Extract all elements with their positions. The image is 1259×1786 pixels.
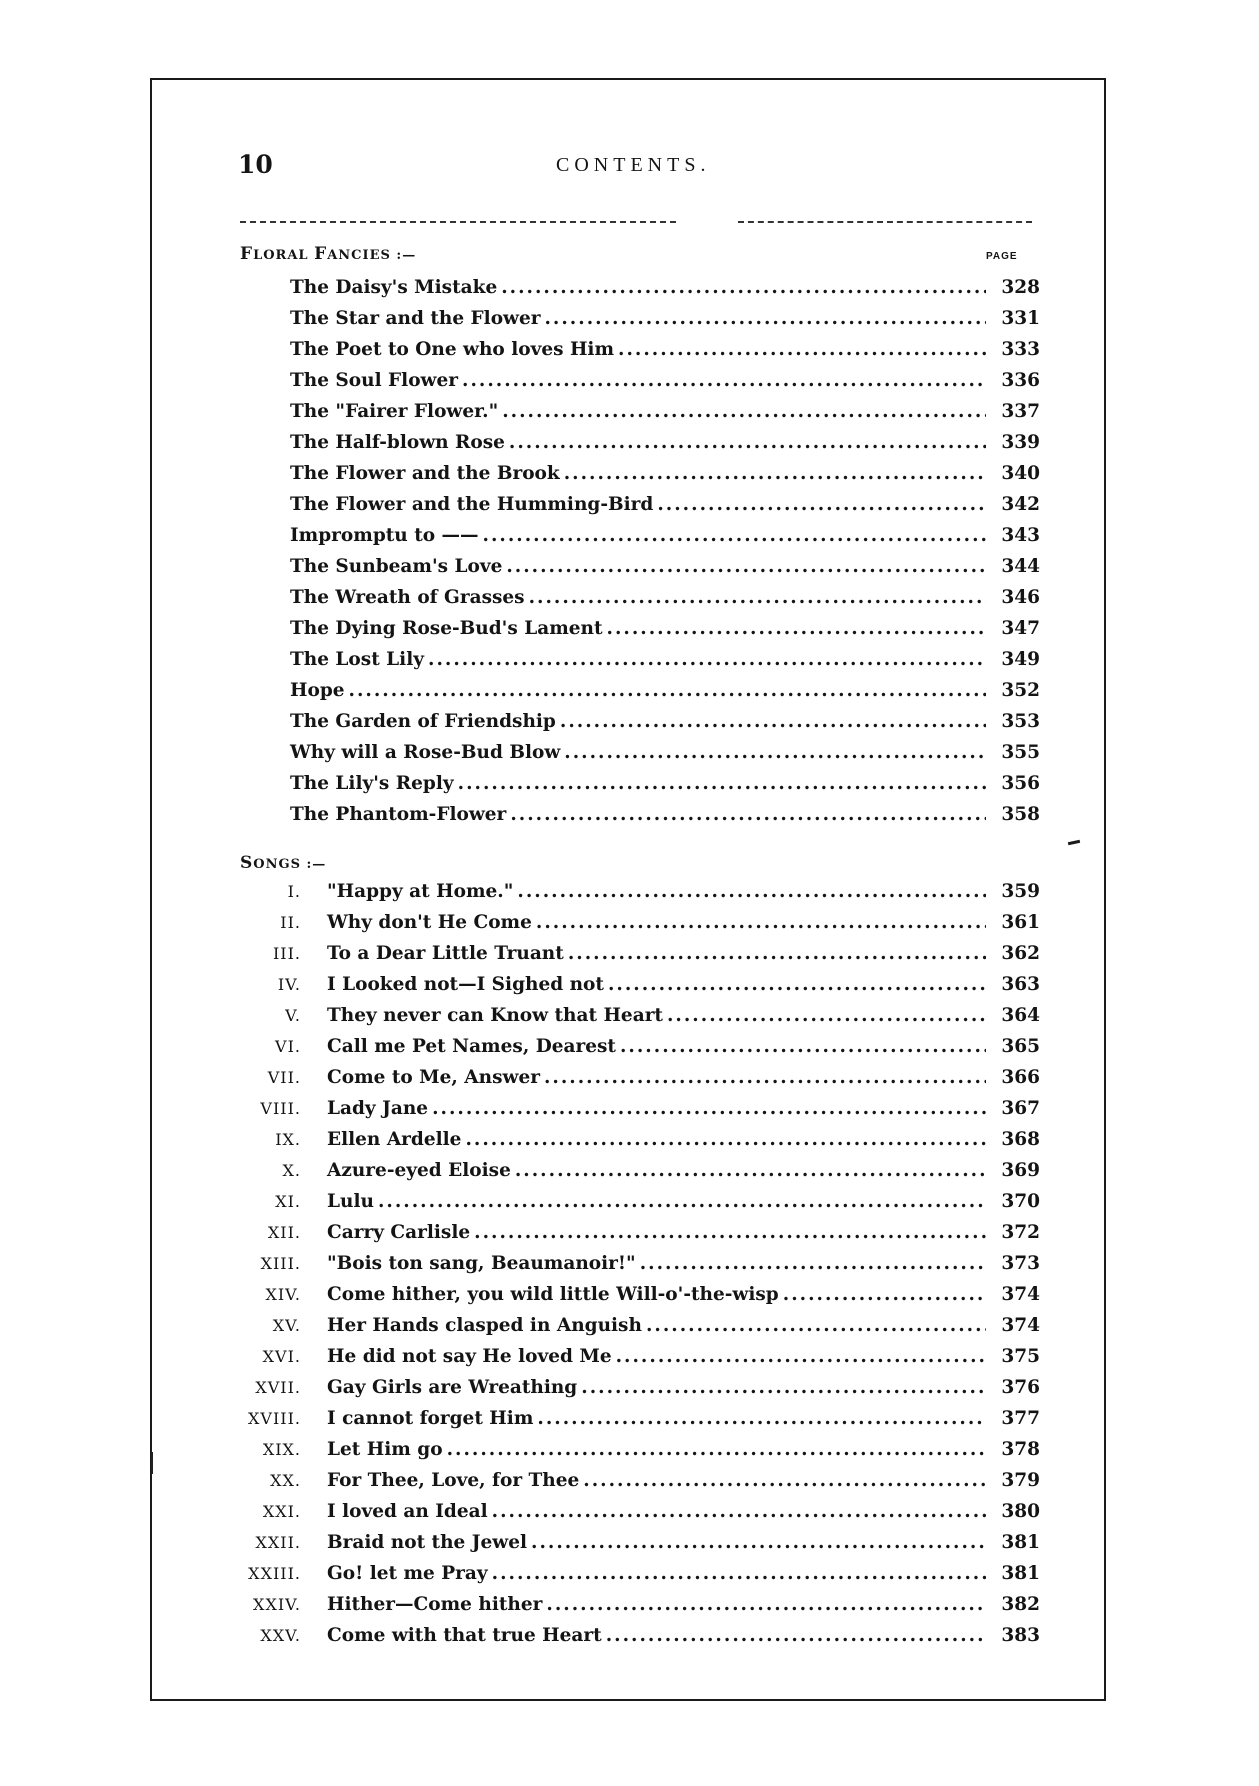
entry-title-line	[327, 1155, 990, 1186]
dot-leader	[544, 303, 986, 334]
entry-title: The Sunbeam's Love	[290, 556, 503, 577]
entry-title: For Thee, Love, for Thee	[327, 1470, 580, 1491]
toc-entry	[0, 489, 1259, 520]
toc-entry	[0, 1620, 1259, 1651]
entry-title-line	[290, 458, 990, 489]
entry-page-number: 353	[1001, 711, 1040, 732]
dot-leader	[509, 427, 986, 458]
song-numeral: XX.	[270, 1471, 301, 1490]
dot-leader	[564, 458, 986, 489]
entry-title-line	[327, 1031, 990, 1062]
entry-title-line	[290, 706, 990, 737]
toc-entry	[0, 1341, 1259, 1372]
toc-entry	[0, 737, 1259, 768]
entry-page-number: 328	[1001, 277, 1040, 298]
entry-page-number: 375	[1001, 1346, 1040, 1367]
entry-title-line	[327, 1527, 990, 1558]
toc-entry	[0, 1372, 1259, 1403]
entry-page-number: 358	[1001, 804, 1040, 825]
entry-page-number: 378	[1001, 1439, 1040, 1460]
entry-page-number: 374	[1001, 1315, 1040, 1336]
entry-title-line	[327, 1372, 990, 1403]
dot-leader	[640, 1248, 986, 1279]
entry-page-number: 367	[1001, 1098, 1040, 1119]
entry-title: To a Dear Little Truant	[327, 943, 564, 964]
entry-title: The Flower and the Humming-Bird	[290, 494, 654, 515]
song-numeral: XXI.	[262, 1502, 301, 1521]
dot-leader	[568, 938, 986, 969]
heading-initial: S	[240, 853, 254, 873]
entry-title: Let Him go	[327, 1439, 443, 1460]
entry-page-number: 361	[1001, 912, 1040, 933]
dot-leader	[616, 1341, 986, 1372]
entry-title-line	[290, 675, 990, 706]
entry-title: I cannot forget Him	[327, 1408, 534, 1429]
toc-entry	[0, 365, 1259, 396]
entry-page-number: 366	[1001, 1067, 1040, 1088]
entry-title: The Half-blown Rose	[290, 432, 505, 453]
heading-smallcaps: LORAL	[253, 248, 315, 263]
header-rule-left	[240, 221, 676, 223]
entry-title: The Lost Lily	[290, 649, 424, 670]
dot-leader	[506, 551, 986, 582]
dot-leader	[546, 1589, 986, 1620]
song-numeral: VI.	[275, 1037, 301, 1056]
toc-entry	[0, 303, 1259, 334]
toc-entry	[0, 1527, 1259, 1558]
entry-page-number: 380	[1001, 1501, 1040, 1522]
entry-title-line	[327, 1620, 990, 1651]
entry-page-number: 377	[1001, 1408, 1040, 1429]
dot-leader	[657, 489, 986, 520]
entry-page-number: 346	[1001, 587, 1040, 608]
dot-leader	[783, 1279, 986, 1310]
entry-title-line	[327, 1558, 990, 1589]
entry-title-line	[327, 1124, 990, 1155]
entry-page-number: 365	[1001, 1036, 1040, 1057]
entry-title-line	[290, 272, 990, 303]
page-title: CONTENTS.	[556, 154, 711, 176]
toc-entry	[0, 876, 1259, 907]
entry-title-line	[290, 799, 990, 830]
toc-entry	[0, 1062, 1259, 1093]
entry-title: The Poet to One who loves Him	[290, 339, 615, 360]
toc-entry	[0, 938, 1259, 969]
entry-title: Call me Pet Names, Dearest	[327, 1036, 616, 1057]
dot-leader	[492, 1496, 986, 1527]
dot-leader	[536, 907, 986, 938]
dot-leader	[517, 876, 986, 907]
dot-leader	[529, 582, 986, 613]
entry-title: Lady Jane	[327, 1098, 429, 1119]
entry-title: The Dying Rose-Bud's Lament	[290, 618, 603, 639]
section-heading-floral-fancies	[240, 244, 416, 264]
entry-title: Carry Carlisle	[327, 1222, 471, 1243]
entry-title-line	[327, 1589, 990, 1620]
dot-leader	[465, 1124, 986, 1155]
section-heading-songs	[240, 853, 326, 873]
dot-leader	[458, 768, 986, 799]
entry-title-line	[290, 737, 990, 768]
entry-page-number: 347	[1001, 618, 1040, 639]
entry-title: Azure-eyed Eloise	[327, 1160, 511, 1181]
toc-entry	[0, 1558, 1259, 1589]
song-numeral: XII.	[267, 1223, 301, 1242]
entry-title-line	[290, 303, 990, 334]
heading-smallcaps: ONGS :—	[253, 857, 327, 872]
toc-entry	[0, 1465, 1259, 1496]
entry-title: I Looked not—I Sighed not	[327, 974, 604, 995]
dot-leader	[502, 396, 986, 427]
entry-title: "Bois ton sang, Beaumanoir!"	[327, 1253, 636, 1274]
dot-leader	[608, 969, 986, 1000]
dot-leader	[564, 737, 986, 768]
entry-title-line	[327, 1093, 990, 1124]
entry-title: The Flower and the Brook	[290, 463, 560, 484]
entry-page-number: 344	[1001, 556, 1040, 577]
entry-title-line	[327, 1403, 990, 1434]
entry-title: Ellen Ardelle	[327, 1129, 462, 1150]
dot-leader	[501, 272, 986, 303]
page-number: 10	[238, 150, 273, 179]
song-numeral: XVI.	[262, 1347, 301, 1366]
toc-entry	[0, 1248, 1259, 1279]
toc-entry	[0, 396, 1259, 427]
entry-page-number: 382	[1001, 1594, 1040, 1615]
song-numeral: XXV.	[260, 1626, 301, 1645]
entry-title-line	[327, 1217, 990, 1248]
entry-title: The Lily's Reply	[290, 773, 454, 794]
entry-title: Go! let me Pray	[327, 1563, 488, 1584]
dot-leader	[483, 520, 986, 551]
toc-entry	[0, 582, 1259, 613]
dot-leader	[515, 1155, 986, 1186]
entry-title-line	[290, 551, 990, 582]
entry-title-line	[290, 396, 990, 427]
entry-title-line	[290, 489, 990, 520]
entry-title: Why don't He Come	[327, 912, 532, 933]
entry-page-number: 364	[1001, 1005, 1040, 1026]
toc-entry	[0, 907, 1259, 938]
dot-leader	[583, 1465, 986, 1496]
dot-leader	[492, 1558, 986, 1589]
dot-leader	[618, 334, 986, 365]
toc-entry	[0, 1434, 1259, 1465]
entry-title-line	[290, 582, 990, 613]
stray-edge-mark	[151, 1452, 153, 1474]
song-numeral: IX.	[275, 1130, 301, 1149]
toc-entry	[0, 1279, 1259, 1310]
entry-title: The "Fairer Flower."	[290, 401, 499, 422]
entry-title-line	[290, 365, 990, 396]
toc-entry	[0, 969, 1259, 1000]
song-numeral: III.	[272, 944, 301, 963]
entry-title-line	[327, 1248, 990, 1279]
toc-entry	[0, 1217, 1259, 1248]
entry-page-number: 372	[1001, 1222, 1040, 1243]
song-numeral: XXIII.	[248, 1564, 301, 1583]
entry-title-line	[327, 1465, 990, 1496]
entry-page-number: 383	[1001, 1625, 1040, 1646]
entry-title-line	[327, 1341, 990, 1372]
entry-title: Her Hands clasped in Anguish	[327, 1315, 642, 1336]
toc-entry	[0, 458, 1259, 489]
entry-page-number: 381	[1001, 1563, 1040, 1584]
entry-title: The Garden of Friendship	[290, 711, 556, 732]
toc-entry	[0, 1589, 1259, 1620]
song-numeral: II.	[280, 913, 301, 932]
entry-page-number: 370	[1001, 1191, 1040, 1212]
toc-entry	[0, 706, 1259, 737]
entry-page-number: 374	[1001, 1284, 1040, 1305]
dot-leader	[531, 1527, 986, 1558]
entry-title: Impromptu to ——	[290, 525, 479, 546]
toc-entry	[0, 1186, 1259, 1217]
entry-page-number: 368	[1001, 1129, 1040, 1150]
toc-entry	[0, 551, 1259, 582]
song-numeral: XVIII.	[248, 1409, 301, 1428]
toc-entry	[0, 1155, 1259, 1186]
heading-initial: F	[314, 244, 328, 264]
entry-title-line	[327, 1000, 990, 1031]
entry-page-number: 352	[1001, 680, 1040, 701]
entry-page-number: 363	[1001, 974, 1040, 995]
entry-page-number: 337	[1001, 401, 1040, 422]
entry-page-number: 333	[1001, 339, 1040, 360]
entry-title-line	[327, 1496, 990, 1527]
song-numeral: I.	[287, 882, 301, 901]
entry-page-number: 373	[1001, 1253, 1040, 1274]
toc-entry	[0, 427, 1259, 458]
song-numeral: XXIV.	[253, 1595, 301, 1614]
entry-page-number: 381	[1001, 1532, 1040, 1553]
dot-leader	[378, 1186, 986, 1217]
entry-title-line	[327, 907, 990, 938]
entry-page-number: 331	[1001, 308, 1040, 329]
dot-leader	[544, 1062, 986, 1093]
entry-title: The Star and the Flower	[290, 308, 541, 329]
toc-entry	[0, 520, 1259, 551]
entry-title: He did not say He loved Me	[327, 1346, 612, 1367]
entry-title: The Wreath of Grasses	[290, 587, 525, 608]
toc-entry	[0, 768, 1259, 799]
entry-page-number: 355	[1001, 742, 1040, 763]
toc-entry	[0, 1403, 1259, 1434]
dot-leader	[510, 799, 986, 830]
toc-entry	[0, 644, 1259, 675]
dot-leader	[447, 1434, 986, 1465]
dot-leader	[581, 1372, 986, 1403]
entry-title: Hither—Come hither	[327, 1594, 543, 1615]
entry-title-line	[327, 876, 990, 907]
toc-entry	[0, 1031, 1259, 1062]
dot-leader	[474, 1217, 986, 1248]
entry-title: Come hither, you wild little Will-o'-the-wisp	[327, 1284, 779, 1305]
entry-title-line	[290, 520, 990, 551]
entry-title-line	[327, 1279, 990, 1310]
toc-entry	[0, 799, 1259, 830]
entry-page-number: 343	[1001, 525, 1040, 546]
song-numeral: V.	[285, 1006, 301, 1025]
entry-title: Braid not the Jewel	[327, 1532, 528, 1553]
toc-entry	[0, 675, 1259, 706]
song-numeral: XIV.	[265, 1285, 301, 1304]
song-numeral: XIX.	[262, 1440, 301, 1459]
entry-page-number: 336	[1001, 370, 1040, 391]
song-numeral: VII.	[267, 1068, 301, 1087]
entry-title-line	[327, 1434, 990, 1465]
entry-title-line	[290, 334, 990, 365]
toc-entry	[0, 1310, 1259, 1341]
dot-leader	[607, 613, 986, 644]
toc-entry	[0, 1496, 1259, 1527]
song-numeral: VIII.	[260, 1099, 301, 1118]
dot-leader	[428, 644, 986, 675]
song-numeral: XI.	[275, 1192, 301, 1211]
song-numeral: XXII.	[255, 1533, 301, 1552]
entry-title-line	[327, 938, 990, 969]
entry-page-number: 356	[1001, 773, 1040, 794]
header-rule-right	[738, 221, 1032, 223]
entry-title: The Soul Flower	[290, 370, 458, 391]
entry-title-line	[290, 644, 990, 675]
entry-title: "Happy at Home."	[327, 881, 514, 902]
song-numeral: IV.	[277, 975, 301, 994]
toc-entry	[0, 272, 1259, 303]
dot-leader	[620, 1031, 986, 1062]
toc-entry	[0, 1000, 1259, 1031]
entry-title: Come with that true Heart	[327, 1625, 602, 1646]
entry-title-line	[290, 613, 990, 644]
entry-title: I loved an Ideal	[327, 1501, 488, 1522]
entry-page-number: 340	[1001, 463, 1040, 484]
heading-smallcaps: ANCIES :—	[327, 248, 417, 263]
heading-initial: F	[240, 244, 254, 264]
entry-title: Gay Girls are Wreathing	[327, 1377, 578, 1398]
entry-title: The Phantom-Flower	[290, 804, 507, 825]
entry-page-number: 362	[1001, 943, 1040, 964]
toc-entry	[0, 1124, 1259, 1155]
dot-leader	[462, 365, 986, 396]
entry-title: They never can Know that Heart	[327, 1005, 663, 1026]
dot-leader	[667, 1000, 986, 1031]
dot-leader	[560, 706, 986, 737]
dot-leader	[537, 1403, 986, 1434]
entry-title-line	[327, 1310, 990, 1341]
song-numeral: XIII.	[260, 1254, 301, 1273]
song-numeral: X.	[282, 1161, 301, 1180]
song-numeral: XV.	[272, 1316, 301, 1335]
dot-leader	[646, 1310, 986, 1341]
entry-title-line	[327, 1186, 990, 1217]
entry-title: Hope	[290, 680, 345, 701]
dot-leader	[432, 1093, 986, 1124]
entry-title: The Daisy's Mistake	[290, 277, 498, 298]
song-numeral: XVII.	[255, 1378, 301, 1397]
entry-title: Why will a Rose-Bud Blow	[290, 742, 561, 763]
entry-page-number: 349	[1001, 649, 1040, 670]
entry-title-line	[327, 1062, 990, 1093]
toc-entry	[0, 334, 1259, 365]
entry-title-line	[290, 768, 990, 799]
entry-title: Come to Me, Answer	[327, 1067, 540, 1088]
toc-entry	[0, 613, 1259, 644]
entry-page-number: 379	[1001, 1470, 1040, 1491]
toc-entry	[0, 1093, 1259, 1124]
entry-title: Lulu	[327, 1191, 374, 1212]
dot-leader	[606, 1620, 986, 1651]
entry-title-line	[327, 969, 990, 1000]
entry-page-number: 369	[1001, 1160, 1040, 1181]
entry-page-number: 339	[1001, 432, 1040, 453]
entry-page-number: 359	[1001, 881, 1040, 902]
entry-page-number: 376	[1001, 1377, 1040, 1398]
entry-title-line	[290, 427, 990, 458]
page-column-label: PAGE	[986, 251, 1018, 262]
entry-page-number: 342	[1001, 494, 1040, 515]
dot-leader	[349, 675, 986, 706]
